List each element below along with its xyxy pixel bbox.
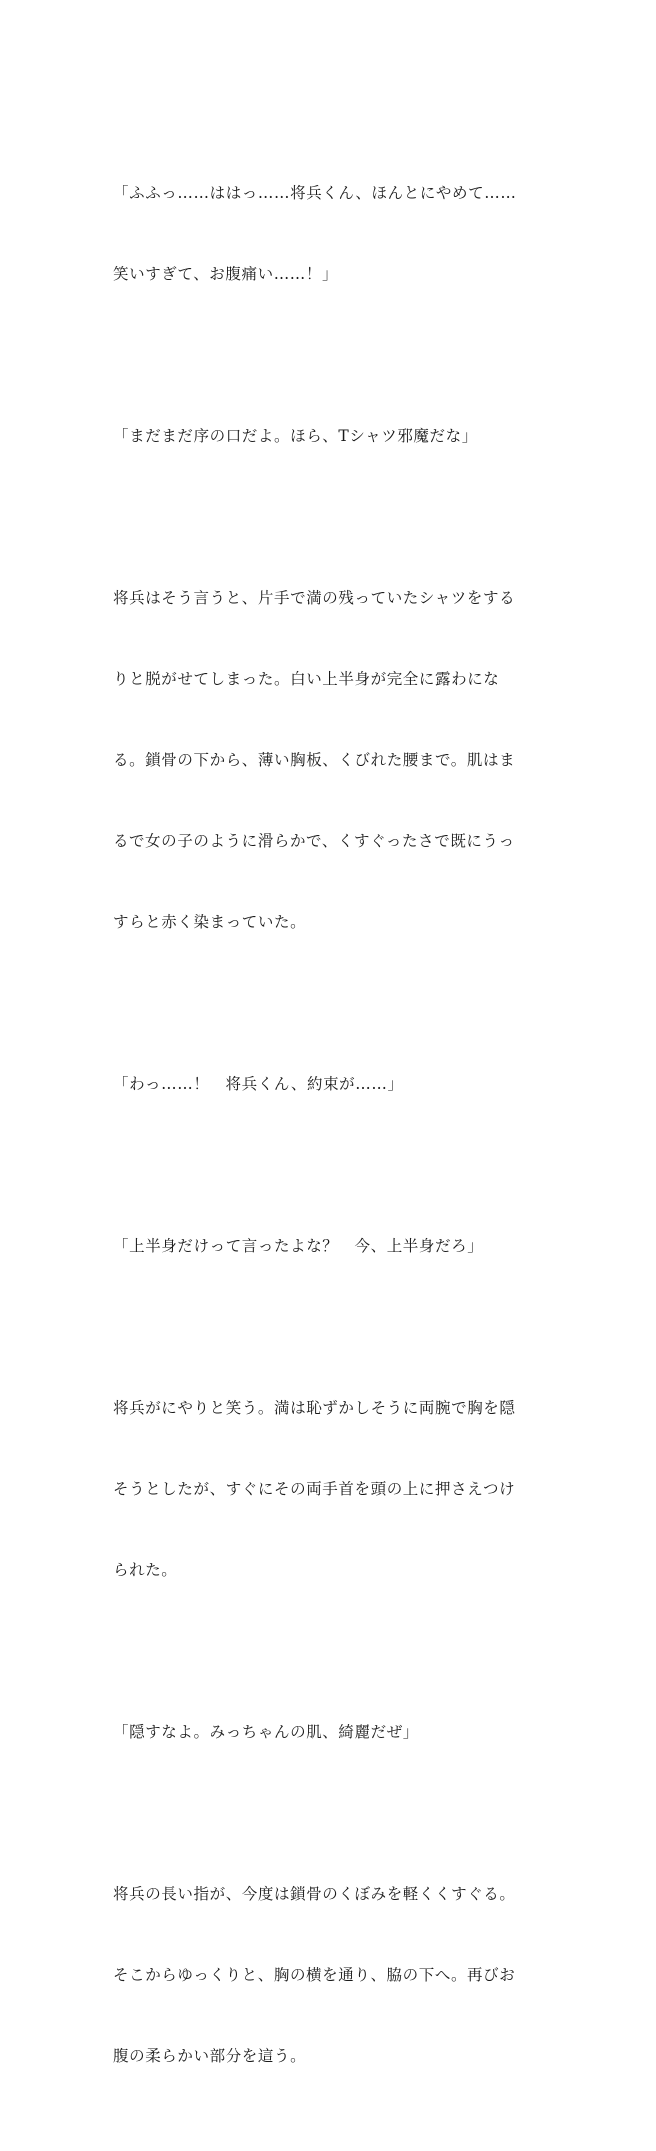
text-line: 将兵の長い指が、今度は鎖骨のくぼみを軽くくすぐる。 [113,1885,516,1903]
text-line: 腹の柔らかい部分を這う。 [113,2047,307,2065]
text-line: 「隠すなよ。みっちゃんの肌、綺麗だぜ」 [113,1723,419,1741]
text-line: すらと赤く染まっていた。 [113,913,307,931]
paragraph [113,1827,553,2124]
paragraph [113,1179,553,1314]
text-line: 「ふふっ……ははっ……将兵くん、ほんとにやめて…… [113,184,517,202]
text-line: そこからゆっくりと、胸の横を通り、脇の下へ。再びお [113,1966,516,1984]
paragraph [113,1341,553,1638]
text-line: る。鎖骨の下から、薄い胸板、くびれた腰まで。肌はま [113,751,516,769]
text-line: りと脱がせてしまった。白い上半身が完全に露わにな [113,670,500,688]
paragraph [113,1665,553,1800]
paragraph [113,126,553,342]
paragraph [113,531,553,990]
text-line: 「上半身だけって言ったよな？ 今、上半身だろ」 [113,1237,484,1255]
text-line: 「まだまだ序の口だよ。ほら、Tシャツ邪魔だな」 [113,427,478,445]
text-line: 「わっ……！ 将兵くん、約束が……」 [113,1075,404,1093]
paragraph [113,369,553,504]
text-line: 笑いすぎて、お腹痛い……！」 [113,265,339,283]
text-line: るで女の子のように滑らかで、くすぐったさで既にうっ [113,832,515,850]
text-line: 将兵がにやりと笑う。満は恥ずかしそうに両腕で胸を隠 [113,1399,516,1417]
text-body [113,126,553,2151]
text-line: 将兵はそう言うと、片手で満の残っていたシャツをする [113,589,516,607]
paragraph [113,1017,553,1152]
text-line: そうとしたが、すぐにその両手首を頭の上に押さえつけ [113,1480,516,1498]
text-line: られた。 [113,1561,178,1579]
